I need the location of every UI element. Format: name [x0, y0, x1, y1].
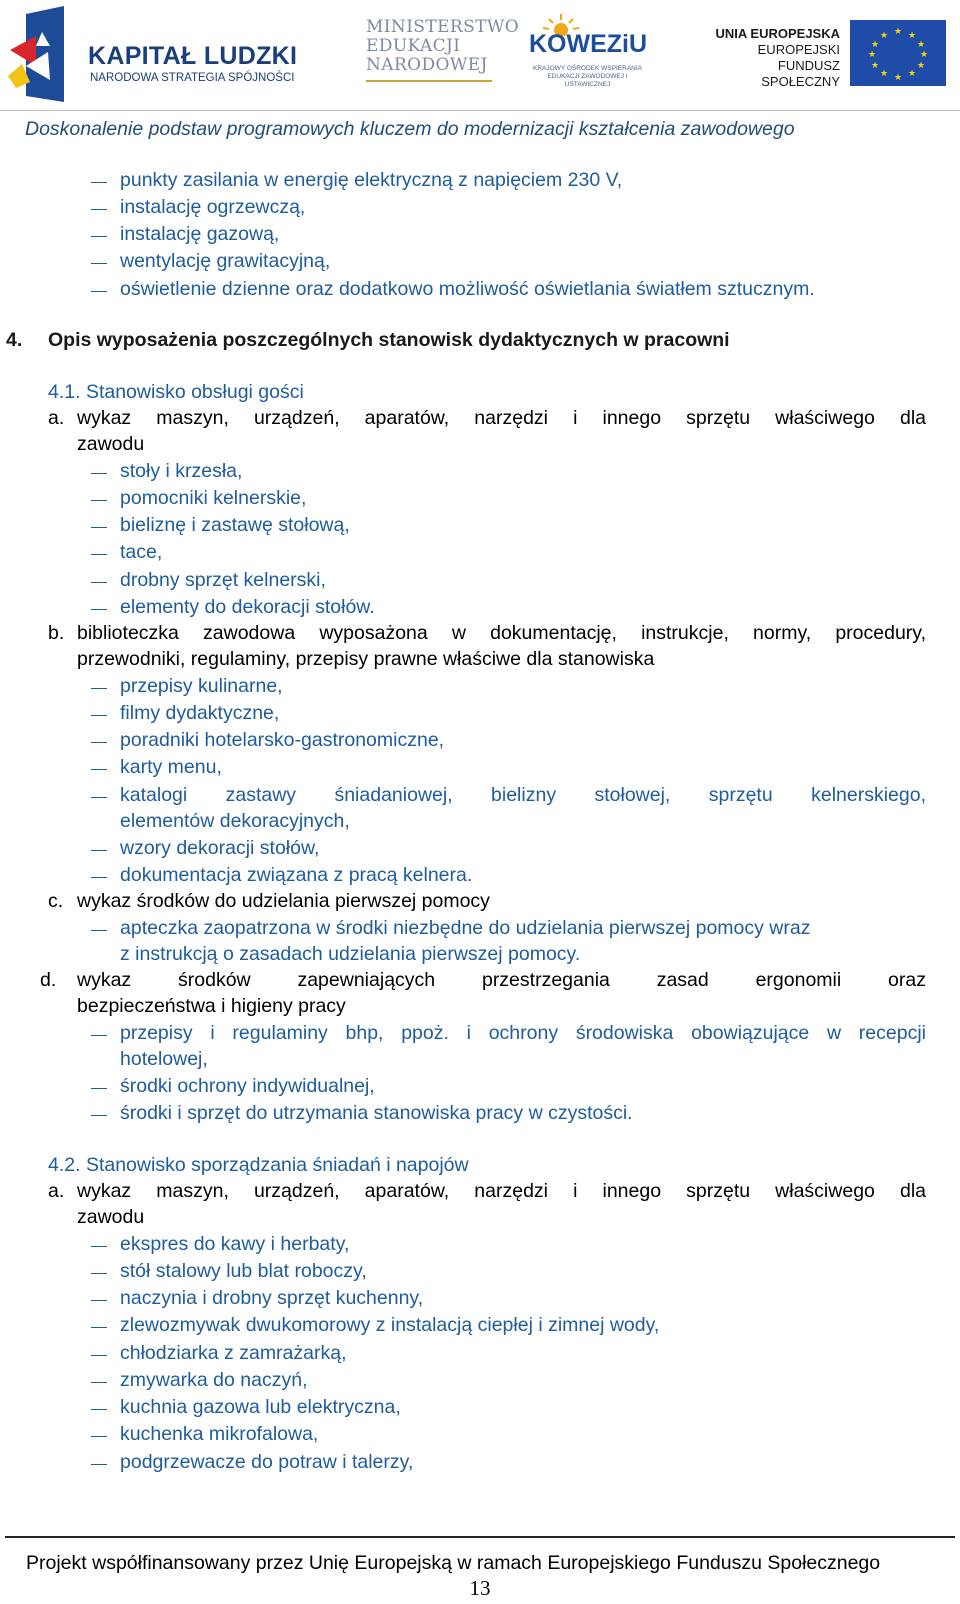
- svg-text:★: ★: [879, 69, 889, 79]
- list-item: kuchenka mikrofalowa,: [120, 1423, 319, 1445]
- dash-icon: [91, 1409, 107, 1410]
- logo-bar: [0, 0, 960, 112]
- list-item: bieliznę i zastawę stołową,: [120, 514, 350, 536]
- dash-icon: [91, 1300, 107, 1301]
- dash-icon: [91, 715, 107, 716]
- dash-icon: [91, 473, 107, 474]
- dash-icon: [91, 236, 107, 237]
- dash-icon: [91, 582, 107, 583]
- kapital-ludzki-title: KAPITAŁ LUDZKI: [88, 42, 298, 70]
- svg-text:★: ★: [893, 73, 903, 83]
- svg-text:★: ★: [867, 50, 877, 60]
- dash-icon: [91, 1382, 107, 1383]
- item-c-marker: c.: [48, 890, 64, 912]
- dash-icon: [91, 1464, 107, 1465]
- unia-line-2: EUROPEJSKI: [757, 42, 840, 57]
- svg-text:★: ★: [870, 40, 880, 50]
- dash-icon: [91, 1436, 107, 1437]
- unia-text: [700, 26, 840, 90]
- dash-icon: [91, 1035, 107, 1036]
- list-item: filmy dydaktyczne,: [120, 702, 280, 724]
- section-4-title: Opis wyposażenia poszczególnych stanowisk dydaktycznych w pracowni: [48, 329, 730, 351]
- list-item: chłodziarka z zamrażarką,: [120, 1342, 347, 1364]
- dash-icon: [91, 291, 107, 292]
- ministerstwo-underline: [366, 80, 492, 82]
- list-item: karty menu,: [120, 756, 222, 778]
- dash-icon: [91, 850, 107, 851]
- svg-text:★: ★: [907, 31, 917, 41]
- dash-icon: [91, 527, 107, 528]
- svg-text:★: ★: [870, 61, 880, 71]
- list-item: podgrzewacze do potraw i talerzy,: [120, 1451, 414, 1473]
- dash-icon: [91, 877, 107, 878]
- list-item: wentylację grawitacyjną,: [120, 250, 331, 272]
- list-item: elementy do dekoracji stołów.: [120, 596, 375, 618]
- item-b-text-line1: biblioteczka zawodowa wyposażona w dokumentację, instrukcje, normy, procedury,: [77, 622, 926, 644]
- list-item-continuation: hotelowej,: [120, 1048, 208, 1070]
- dash-icon: [91, 930, 107, 931]
- item-d-text-line1: wykaz środków zapewniających przestrzegania zasad ergonomii oraz: [77, 969, 926, 991]
- list-item: zlewozmywak dwukomorowy z instalacją ciepłej i zimnej wody,: [120, 1314, 660, 1336]
- svg-text:★: ★: [919, 50, 929, 60]
- list-item: wzory dekoracji stołów,: [120, 837, 320, 859]
- svg-text:★: ★: [893, 27, 903, 37]
- item-a-marker: a.: [48, 407, 65, 429]
- dash-icon: [91, 1088, 107, 1089]
- list-item-continuation: z instrukcją o zasadach udzielania pierwszej pomocy.: [120, 943, 581, 965]
- ministerstwo-line-1: MINISTERSTWO: [366, 17, 520, 37]
- dash-icon: [91, 688, 107, 689]
- item-c-text: wykaz środków do udzielania pierwszej pomocy: [77, 890, 490, 912]
- list-item: środki ochrony indywidualnej,: [120, 1075, 375, 1097]
- list-item-continuation: elementów dekoracyjnych,: [120, 810, 350, 832]
- list-item: katalogi zastawy śniadaniowej, bielizny stołowej, sprzętu kelnerskiego,: [120, 784, 926, 806]
- item-a-marker: a.: [48, 1180, 65, 1202]
- ministerstwo-line-2: EDUKACJI: [366, 36, 461, 56]
- item-b-marker: b.: [48, 622, 65, 644]
- unia-europejska-logo: [700, 20, 950, 90]
- dash-icon: [91, 1273, 107, 1274]
- running-head: Doskonalenie podstaw programowych kluczem do modernizacji kształcenia zawodowego: [25, 118, 795, 140]
- footer-text: Projekt współfinansowany przez Unię Europejską w ramach Europejskiego Funduszu Społecznego: [26, 1552, 881, 1574]
- kapital-ludzki-subtitle: NARODOWA STRATEGIA SPÓJNOŚCI: [90, 72, 295, 84]
- item-d-marker: d.: [40, 969, 57, 991]
- section-4-number: 4.: [6, 329, 23, 351]
- dash-icon: [91, 263, 107, 264]
- item-a-text-line2: zawodu: [77, 433, 145, 455]
- koweziu-name: KOWEZiU: [529, 30, 648, 58]
- item-b-text-line2: przewodniki, regulaminy, przepisy prawne właściwe dla stanowiska: [77, 648, 655, 670]
- section-4-2-heading: 4.2. Stanowisko sporządzania śniadań i napojów: [48, 1154, 469, 1176]
- svg-text:★: ★: [916, 40, 926, 50]
- list-item: naczynia i drobny sprzęt kuchenny,: [120, 1287, 424, 1309]
- list-item: ekspres do kawy i herbaty,: [120, 1233, 350, 1255]
- dash-icon: [91, 1115, 107, 1116]
- list-item: tace,: [120, 541, 163, 563]
- list-item: stół stalowy lub blat roboczy,: [120, 1260, 367, 1282]
- list-item: poradniki hotelarsko-gastronomiczne,: [120, 729, 445, 751]
- dash-icon: [91, 209, 107, 210]
- koweziu-logo: [525, 14, 650, 94]
- unia-line-3: FUNDUSZ SPOŁECZNY: [761, 58, 840, 89]
- item-a-text-line1: wykaz maszyn, urządzeń, aparatów, narzędzi i innego sprzętu właściwego dla: [77, 407, 926, 429]
- kapital-ludzki-logo: [6, 6, 306, 104]
- eu-flag-icon: [850, 20, 946, 86]
- list-item: środki i sprzęt do utrzymania stanowiska pracy w czystości.: [120, 1102, 633, 1124]
- ministerstwo-logo: [366, 17, 520, 88]
- dash-icon: [91, 1246, 107, 1247]
- list-item: instalację ogrzewczą,: [120, 196, 306, 218]
- svg-text:★: ★: [907, 69, 917, 79]
- list-item: zmywarka do naczyń,: [120, 1369, 308, 1391]
- item-a-text-line2: zawodu: [77, 1206, 145, 1228]
- list-item: drobny sprzęt kelnerski,: [120, 569, 326, 591]
- list-item: dokumentacja związana z pracą kelnera.: [120, 864, 473, 886]
- dash-icon: [91, 742, 107, 743]
- list-item: przepisy i regulaminy bhp, ppoż. i ochrony środowiska obowiązujące w recepcji: [120, 1022, 926, 1044]
- svg-text:★: ★: [916, 61, 926, 71]
- dash-icon: [91, 500, 107, 501]
- ministerstwo-line-3: NARODOWEJ: [366, 55, 488, 75]
- list-item: przepisy kulinarne,: [120, 675, 283, 697]
- item-a-text-line1: wykaz maszyn, urządzeń, aparatów, narzędzi i innego sprzętu właściwego dla: [77, 1180, 926, 1202]
- list-item: punkty zasilania w energię elektryczną z napięciem 230 V,: [120, 169, 623, 191]
- list-item: apteczka zaopatrzona w środki niezbędne do udzielania pierwszej pomocy wraz: [120, 917, 811, 939]
- list-item: kuchnia gazowa lub elektryczna,: [120, 1396, 401, 1418]
- kapital-ludzki-emblem-icon: [6, 6, 76, 104]
- unia-line-1: UNIA EUROPEJSKA: [715, 26, 840, 41]
- dash-icon: [91, 1327, 107, 1328]
- section-4-1-heading: 4.1. Stanowisko obsługi gości: [48, 381, 304, 403]
- list-item: instalację gazową,: [120, 223, 280, 245]
- list-item: stoły i krzesła,: [120, 460, 243, 482]
- svg-text:★: ★: [879, 31, 889, 41]
- item-d-text-line2: bezpieczeństwa i higieny pracy: [77, 995, 346, 1017]
- list-item: pomocniki kelnerskie,: [120, 487, 307, 509]
- dash-icon: [91, 797, 107, 798]
- page-number: 13: [469, 1576, 491, 1600]
- koweziu-subtitle: KRAJOWY OŚRODEK WSPIERANIA EDUKACJI ZAWODOWEJ I USTAWICZNEJ: [533, 65, 642, 88]
- header-rule: [0, 110, 960, 111]
- dash-icon: [91, 182, 107, 183]
- dash-icon: [91, 769, 107, 770]
- dash-icon: [91, 554, 107, 555]
- dash-icon: [91, 1355, 107, 1356]
- list-item: oświetlenie dzienne oraz dodatkowo możliwość oświetlania światłem sztucznym.: [120, 278, 815, 300]
- footer-rule: [5, 1536, 955, 1538]
- dash-icon: [91, 609, 107, 610]
